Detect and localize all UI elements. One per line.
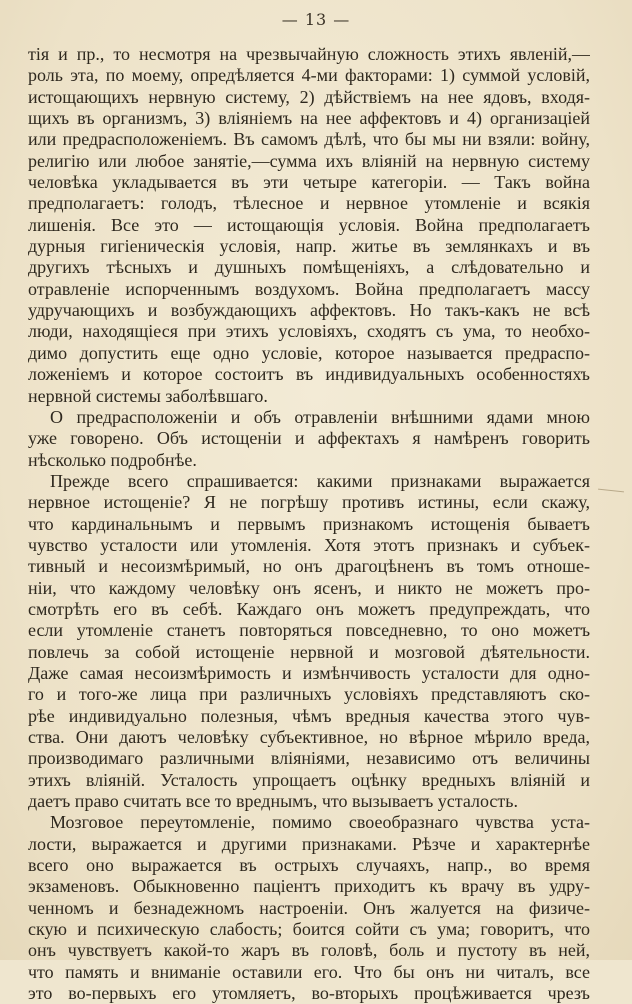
text-line: чувство усталости или утомленія. Хотя этотъ признакъ и субъек- — [28, 534, 590, 555]
text-line: человѣка укладывается въ эти четыре категоріи. — Такъ война — [28, 172, 590, 193]
text-line: лишенія. Все это — истощающія условія. Война предполагаетъ — [28, 214, 590, 235]
text-line: нѣсколько подробнѣе. — [28, 449, 197, 470]
page-number: — 13 — — [281, 10, 351, 29]
text-line: лости, выражается и другими признаками. Рѣзче и характернѣе — [28, 833, 590, 854]
text-line: уже говорено. Объ истощеніи и аффектахъ я намѣренъ говорить — [28, 428, 590, 449]
text-line: что кардинальнымъ и первымъ признакомъ истощенія бываетъ — [28, 513, 590, 534]
text-line: Мозговое переутомленіе, помимо своеобразнаго чувства уста- — [50, 812, 590, 833]
text-line: ложеніемъ и которое состоитъ въ индивидуальныхъ особенностяхъ — [28, 364, 590, 385]
text-line: ніи, что каждому человѣку онъ ясенъ, и никто не можетъ про- — [28, 577, 590, 598]
text-line: истощающихъ нервную систему, 2) дѣйствіемъ на нее ядовъ, входя- — [28, 86, 590, 107]
text-line: роль эта, по моему, опредѣляется 4-ми факторами: 1) суммой условій, — [28, 65, 590, 86]
text-line: нервное истощеніе? Я не погрѣшу противъ истины, если скажу, — [28, 492, 590, 513]
text-line: всего оно выражается въ острыхъ случаяхъ, напр., во время — [28, 855, 590, 876]
text-line: го и того-же лица при различныхъ условіяхъ представляютъ ско- — [28, 684, 590, 705]
text-line: религію или любое занятіе,—сумма ихъ вліяній на нервную систему — [28, 150, 590, 171]
body-text — [28, 44, 590, 1004]
text-line: Даже самая несоизмѣримость и измѣнчивость усталости для одно- — [28, 662, 590, 683]
text-line: ченномъ и безнадежномъ настроеніи. Онъ жалуется на физиче- — [28, 897, 590, 918]
text-line: даетъ право считать все то вреднымъ, что вызываетъ усталость. — [28, 791, 518, 812]
text-line: люди, находящіеся при этихъ условіяхъ, сходятъ съ ума, то необхо- — [28, 321, 590, 342]
text-line: этихъ вліяній. Усталость упрощаетъ оцѣнку вредныхъ вліяній и — [28, 769, 590, 790]
text-line: нервной системы заболѣвшаго. — [28, 385, 268, 406]
text-line: тивный и несоизмѣримый, но онъ драгоцѣненъ въ томъ отноше- — [28, 556, 590, 577]
text-line: другихъ тѣсныхъ и душныхъ помѣщеніяхъ, а слѣдовательно и — [28, 257, 590, 278]
text-line: О предрасположеніи и объ отравленіи внѣшними ядами мною — [50, 406, 590, 427]
text-line: рѣе индивидуально полезныя, чѣмъ вредныя качества этого чув- — [28, 705, 590, 726]
text-line: удручающихъ и возбуждающихъ аффектовъ. Но такъ-какъ не всѣ — [28, 300, 590, 321]
text-line: смотрѣть его въ себѣ. Каждаго онъ можетъ предупреждать, что — [28, 598, 590, 619]
text-line: скую и психическую слабость; боится сойти съ ума; говоритъ, что — [28, 919, 590, 940]
text-line: ства. Они даютъ человѣку субъективное, но вѣрное мѣрило вреда, — [28, 727, 590, 747]
text-line: предполагаетъ: голодъ, тѣлесное и нервное утомленіе и всякія — [28, 193, 590, 214]
text-line: онъ чувствуетъ какой-то жаръ въ головѣ, боль и пустоту въ ней, — [28, 940, 590, 961]
text-line: тія и пр., то несмотря на чрезвычайную сложность этихъ явленій,— — [28, 44, 590, 64]
text-line: отравленіе испорченнымъ воздухомъ. Война предполагаетъ массу — [28, 278, 590, 299]
text-line: щихъ въ организмъ, 3) вліяніемъ на нее аффектовъ и 4) организаціей — [28, 108, 590, 129]
text-line: или предрасположеніемъ. Въ самомъ дѣлѣ, что бы мы ни взяли: войну, — [28, 129, 590, 150]
text-line: это во-первыхъ его утомляетъ, во-вторыхъ процѣживается чрезъ — [28, 983, 590, 1004]
margin-pencil-mark — [598, 489, 624, 493]
text-line: дурныя гигіеническія условія, напр. житье въ землянкахъ и въ — [28, 236, 590, 257]
text-line: что память и вниманіе оставили его. Что бы онъ ни читалъ, все — [28, 961, 590, 982]
text-line: производимаго различными вліяніями, независимо отъ величины — [28, 748, 590, 769]
text-line: Прежде всего спрашивается: какими признаками выражается — [50, 470, 590, 491]
text-line: димо допустить еще одно условіе, которое называется предраспо- — [28, 342, 590, 363]
text-line: экзаменовъ. Обыкновенно паціентъ приходитъ къ врачу въ удру- — [28, 876, 590, 897]
text-line: повлечь за собой истощеніе нервной и мозговой дѣятельности. — [28, 641, 590, 662]
text-line: если утомленіе станетъ повторяться повседневно, то оно можетъ — [28, 620, 590, 641]
